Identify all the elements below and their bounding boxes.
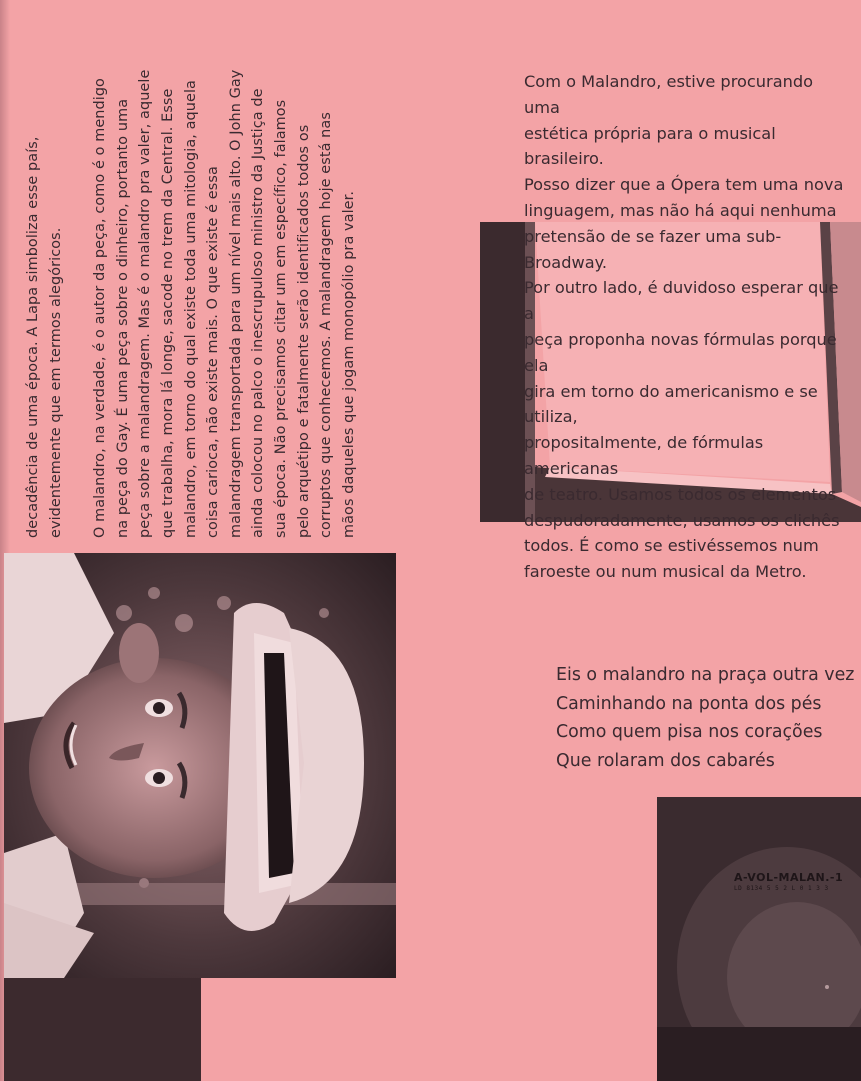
quote-line: Por outro lado, é duvidoso esperar que a bbox=[524, 278, 839, 324]
rotated-text-column bbox=[22, 68, 397, 538]
quote-line: despudoradamente, usamos os clichês bbox=[524, 510, 840, 530]
photo-man-with-hat bbox=[4, 553, 396, 978]
director-quote bbox=[524, 69, 844, 585]
quote-line: todos. É como se estivéssemos num bbox=[524, 536, 819, 556]
record-texture bbox=[657, 797, 861, 1081]
photo-dark-block bbox=[4, 978, 201, 1081]
quote-line: estética própria para o musical brasileiro. bbox=[524, 123, 776, 169]
quote-line: faroeste ou num musical da Metro. bbox=[524, 562, 807, 582]
paragraph-lapa: decadência de uma época. A Lapa simboliza esse país, evidentemente que em termos alegóricos. bbox=[25, 136, 64, 538]
lyrics-line: Eis o malandro na praça outra vez bbox=[556, 665, 855, 685]
quote-line: linguagem, mas não há aqui nenhuma bbox=[524, 200, 837, 220]
lyrics-line: Caminhando na ponta dos pés bbox=[556, 693, 822, 714]
quote-line: propositalmente, de fórmulas americanas bbox=[524, 433, 764, 478]
record-catalog: LD 8134 5 5 2 L 0 1 3 3 bbox=[734, 885, 829, 892]
photo-record-sleeve bbox=[657, 797, 861, 1081]
quote-line: de teatro. Usamos todos os elementos bbox=[524, 484, 837, 504]
quote-line: Com o Malandro, estive procurando uma bbox=[524, 72, 814, 117]
paragraph-malandro: O malandro, na verdade, é o autor da peça, como é o mendigo na peça do Gay. É uma peça sobre o dinheiro, portanto uma peça sobre a malandragem. Mas é o malandro pra valer, aquele que trabalha, mora lá longe, sacode no trem da Central. Esse malandro, em torno do qual existe toda uma mitologia, aquela coisa carioca, não existe mais. O que existe é essa malandragem transportada para um nível mais alto. O John Gay ainda colocou no palco o inescrupuloso ministro da Justiça de sua época. Não precisamos citar um em específico, falamos pelo arquétipo e fatalmente serão identificados todos os corruptos que conhecemos. A malandragem hoje está nas mãos daqueles que jogam monopólio pra valer. bbox=[92, 69, 357, 538]
quote-line: gira em torno do americanismo e se utiliza, bbox=[524, 381, 818, 427]
rotated-text-body bbox=[22, 68, 397, 538]
quote-line: pretensão de se fazer uma sub-Broadway. bbox=[524, 226, 782, 272]
photo-man-illustration bbox=[4, 553, 396, 978]
record-label: A-VOL-MALAN.-1 bbox=[734, 871, 844, 884]
quote-line: Posso dizer que a Ópera tem uma nova bbox=[524, 175, 844, 195]
lyrics-line: Como quem pisa nos corações bbox=[556, 722, 823, 743]
song-lyrics bbox=[556, 661, 856, 775]
lyrics-line: Que rolaram dos cabarés bbox=[556, 750, 775, 771]
quote-line: peça proponha novas fórmulas porque ela bbox=[524, 329, 837, 375]
